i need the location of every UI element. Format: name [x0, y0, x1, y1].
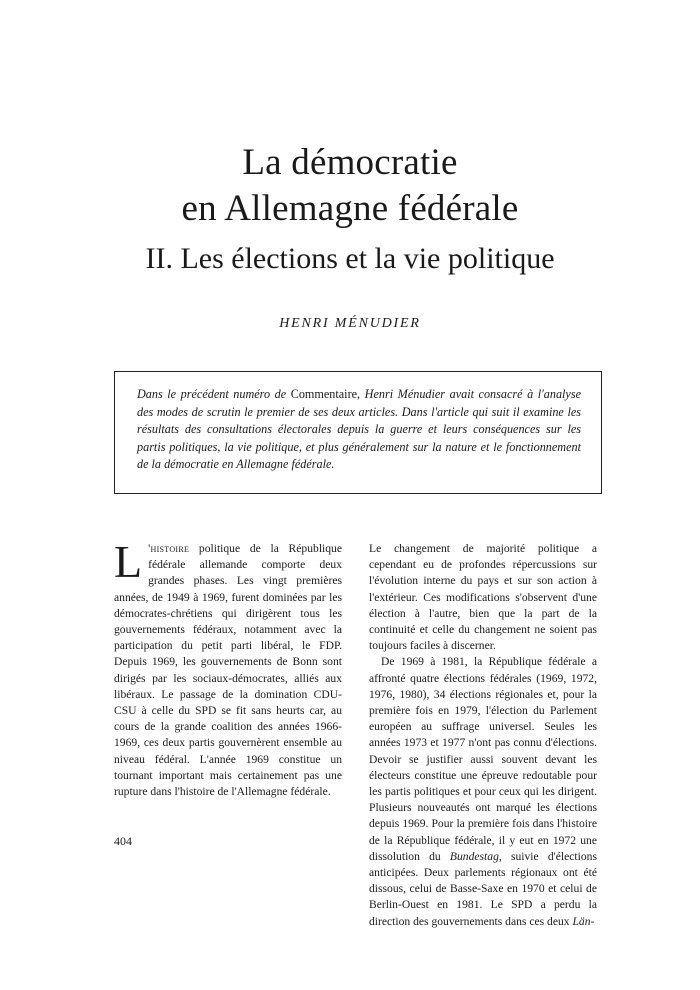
abstract-part-2: Henri Ménudier avait consacré à l'analyse des modes de scrutin le premier de ses deux articles. Dans l'article qui suit il examine les résultats des consultations électorales depuis la guerre et leurs conséquences sur les partis politiques, la vie politique, et plus généralement sur la nature et le fonctionnement de la démocratie en Allemagne fédérale. [137, 387, 581, 471]
lander-term: Län- [572, 914, 595, 928]
article-subtitle: II. Les élections et la vie politique [145, 242, 555, 275]
author-name: HENRI MÉNUDIER [279, 316, 421, 331]
body-paragraph-2 [369, 654, 597, 929]
paragraph-1-text: politique de la République fédérale allemande comporte deux grandes phases. Les vingt premières années, de 1949 à 1969, furent dominées par les démocrates-chrétiens qui dirigèrent tous les gouvernements fédéraux, notamment avec la participation du petit parti libéral, le FDP. Depuis 1969, les gouvernements de Bonn sont dirigés par les sociaux-démocrates, alliés aux libéraux. Le passage de la domination CDU-CSU à celle du SPD se fit sans heurts car, au cours de la grande coalition des années 1966-1969, ces deux partis gouvernèrent ensemble au niveau fédéral. L'année 1969 constitue un tournant important mais certainement pas une rupture dans l'histoire de l'Allemagne fédérale. [114, 542, 342, 799]
article-title-block [0, 140, 700, 278]
article-title-line-2: en Allemagne fédérale [181, 188, 519, 229]
paragraph-2-text-a: De 1969 à 1981, la République fédérale a affronté quatre élections fédérales (1969, 1972, 1976, 1980), 34 élections régionales et, pour la première fois en 1979, l'élection du Parlement européen au suffrage universel. Seules les années 1973 et 1977 n'ont pas connu d'élections. Devoir se justifier aussi souvent devant les électeurs constitue une épreuve redoutable pour les partis politiques et pour ceux qui les dirigent. Plusieurs nouveautés ont marqué les élections depuis 1969. Pour la première fois dans l'histoire de la République fédérale, il y eut en 1972 une dissolution du [369, 655, 597, 863]
abstract-part-1: Dans le précédent numéro de [137, 387, 291, 401]
bundestag-term: Bundestag, [449, 849, 502, 863]
body-paragraph-1 [114, 536, 342, 800]
article-title-line-1: La démocratie [242, 142, 458, 183]
abstract-journal-name: Commentaire, [290, 387, 361, 401]
drop-cap: L [114, 536, 143, 587]
paragraph-2-text-b: suivie d'élections anticipées. Deux parlements régionaux ont été dissous, celui de Basse-Saxe en 1970 et celui de Berlin-Ouest en 1981. Le SPD a perdu la direction des gouvernements dans ces deux [369, 849, 597, 928]
body-column-right [369, 541, 597, 930]
lead-smallcaps: 'histoire [148, 542, 190, 555]
page-number: 404 [114, 834, 132, 848]
body-column-left [114, 536, 342, 800]
body-paragraph-1-continued: Le changement de majorité politique a cependant eu de profondes répercussions sur l'évolution interne du pays et sur son action à l'extérieur. Ces modifications s'observent d'une élection à l'autre, bien que la part de la continuité et celle du changement ne soient pas toujours faciles à discerner. [369, 542, 597, 653]
abstract-text [137, 386, 581, 474]
abstract-box [114, 371, 602, 494]
